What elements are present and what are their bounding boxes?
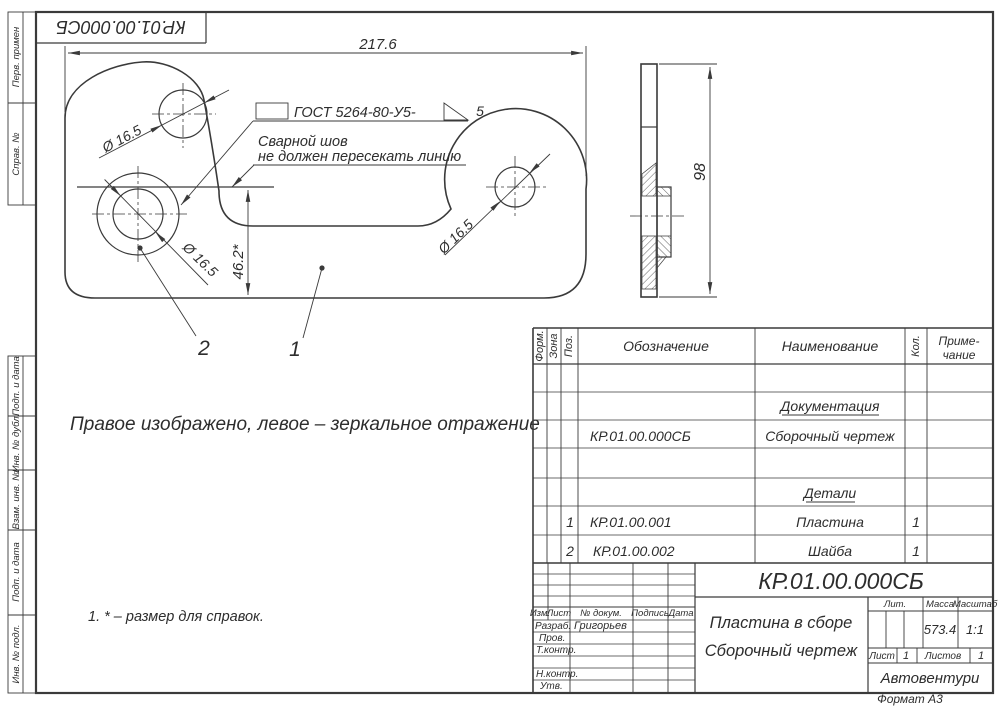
weld-tail-box	[256, 103, 288, 119]
spec-header-zone: Зона	[548, 333, 560, 359]
title-value-listov: 1	[977, 650, 985, 662]
title-label-prov: Пров.	[539, 633, 566, 644]
margin-label-vzam-inv: Взам. инв. №	[11, 470, 22, 530]
spec-doc-name: Сборочный чертеж	[765, 428, 895, 444]
title-label-list2: Лист	[869, 651, 895, 662]
title-value-razrab: Григорьев	[574, 620, 627, 632]
mirror-note: Правое изображено, левое – зеркальное отражение	[70, 414, 540, 435]
spec-section-parts: Детали	[803, 485, 857, 501]
plate-outline	[65, 62, 587, 298]
spec-header-qty: Кол.	[910, 335, 922, 357]
side-view	[630, 64, 717, 297]
title-label-izm: Изм.	[529, 608, 551, 619]
dimension-dia-right	[434, 154, 550, 257]
spec-header-note-line1: Приме-	[938, 334, 980, 348]
weld-note	[232, 134, 466, 187]
dimension-height	[230, 190, 248, 295]
position-number-1: 1	[289, 338, 301, 361]
dia-top-left-value: Ø 16.5	[99, 121, 144, 156]
hatch-upper-washer	[657, 187, 671, 196]
title-label-razrab: Разраб.	[535, 621, 572, 632]
dia-right-value: Ø 16.5	[434, 216, 477, 257]
title-block	[530, 563, 998, 693]
title-label-n-dokum: № докум.	[580, 608, 622, 619]
margin-label-podp-data-2: Подп. и дата	[11, 542, 22, 602]
margin-label-inv-podl: Инв. № подл.	[11, 624, 22, 684]
hatch-upper-plate	[642, 163, 656, 196]
format-note: Формат А3	[877, 692, 943, 706]
spec-item-pos: 2	[566, 543, 574, 559]
spec-table	[533, 328, 993, 693]
title-label-n-kontr: Н.контр.	[536, 669, 579, 680]
spec-header-name: Наименование	[781, 338, 879, 354]
hatch-lower-washer	[657, 236, 671, 257]
title-company: Автовентури	[880, 670, 980, 687]
position-number-2: 2	[198, 337, 210, 360]
title-doc-name-line2: Сборочный чертеж	[704, 642, 858, 660]
title-designation: КР.01.00.000СБ	[758, 568, 924, 594]
spec-item-qty: 1	[912, 514, 920, 530]
position-leader-1	[289, 265, 324, 361]
spec-row-shayba	[565, 543, 920, 559]
title-label-utv: Утв.	[540, 681, 563, 692]
weld-note-line2: не должен пересекать линию	[258, 149, 462, 165]
spec-item-qty: 1	[912, 543, 920, 559]
corner-stamp-designation: КР.01.00.000СБ	[56, 17, 186, 37]
main-view	[65, 36, 587, 625]
sheet-frame	[8, 12, 993, 706]
dimension-side-height	[659, 64, 717, 297]
dim-width-value: 217.6	[359, 36, 397, 53]
title-label-masshtab: Масштаб	[952, 599, 998, 610]
margin-label-inv-dubl: Инв. № дубл.	[11, 413, 22, 473]
title-label-list: Лист	[546, 608, 572, 619]
spec-section-documentation: Документация	[780, 398, 880, 414]
spec-header-pos: Поз.	[563, 334, 575, 358]
hatch-lower-plate	[642, 236, 656, 289]
title-label-listov: Листов	[924, 651, 962, 662]
weld-gost-text: ГОСТ 5264-80-У5-	[294, 105, 416, 121]
spec-item-name: Пластина	[796, 514, 864, 530]
spec-table-grid	[533, 328, 993, 693]
title-label-lit: Лит.	[883, 599, 907, 610]
title-value-massa: 573.4	[923, 622, 957, 637]
title-label-massa: Масса	[925, 599, 955, 610]
spec-doc-designation: КР.01.00.000СБ	[590, 428, 691, 444]
spec-header-designation: Обозначение	[623, 338, 709, 354]
weld-flag-icon	[444, 103, 468, 120]
margin-label-podp-data-1: Подп. и дата	[11, 356, 22, 416]
spec-item-designation: КР.01.00.001	[590, 514, 672, 530]
spec-item-designation: КР.01.00.002	[593, 543, 675, 559]
spec-item-name: Шайба	[807, 543, 853, 559]
dia-bottom-left-value: Ø 16.5	[179, 239, 222, 280]
spec-item-pos: 1	[566, 514, 574, 530]
title-value-masshtab: 1:1	[965, 622, 985, 637]
dim-side-height-value: 98	[692, 163, 709, 181]
spec-row-plastina	[566, 514, 920, 530]
title-label-t-kontr: Т.контр.	[536, 645, 577, 656]
title-doc-name-line1: Пластина в сборе	[709, 614, 853, 632]
title-label-podpis: Подпись	[631, 608, 669, 619]
title-label-data: Дата	[668, 608, 694, 619]
spec-header-note-line2: чание	[942, 348, 976, 362]
corner-stamp-box	[36, 12, 206, 43]
weld-note-line1: Сварной шов	[258, 134, 348, 150]
spec-header-form: Форм.	[534, 330, 546, 362]
margin-label-sprav-n: Справ. №	[11, 132, 22, 176]
margin-label-perv-primen: Перв. примен	[11, 26, 22, 88]
weld-size-value: 5	[476, 103, 484, 119]
title-value-list: 1	[902, 650, 910, 662]
weld-fillet-mark	[657, 257, 666, 268]
reference-footnote: 1. * – размер для справок.	[88, 609, 264, 625]
dim-height-value: 46.2*	[230, 244, 247, 280]
